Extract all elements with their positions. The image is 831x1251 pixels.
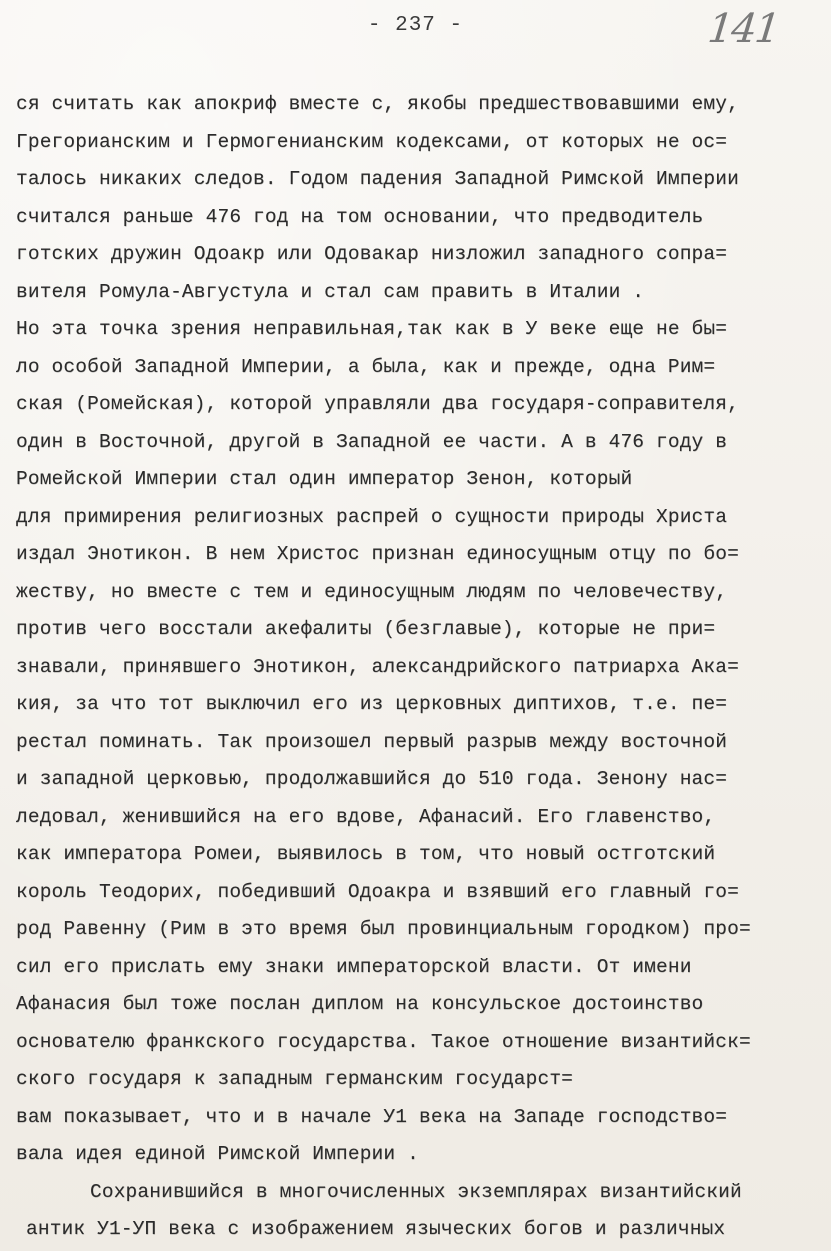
text-line: готских дружин Одоакр или Одовакар низложил западного сопра= — [16, 243, 728, 265]
page-number: - 237 - — [367, 14, 464, 37]
text-line: Афанасия был тоже послан диплом на консульское достоинство — [16, 993, 704, 1015]
text-line: ло особой Западной Империи, а была, как и прежде, одна Рим= — [16, 355, 716, 378]
archive-folio-mark: 141 — [705, 6, 781, 52]
text-line: ледовал, женившийся на его вдове, Афанасий. Его главенство, — [16, 805, 716, 828]
text-line: и западной церковью, продолжавшийся до 510 года. Зенону нас= — [16, 768, 728, 790]
typed-text-body — [16, 86, 828, 1249]
text-line: жеству, но вместе с тем и единосущным людям по человечеству, — [16, 580, 728, 603]
text-line: ская (Ромейская), которой управляли два государя-соправителя, — [16, 393, 739, 415]
text-line: один в Восточной, другой в Западной ее части. А в 476 году в — [16, 430, 728, 453]
text-line: антик У1-УП века с изображением языческих богов и различных — [26, 1218, 726, 1240]
text-line: ся считать как апокриф вместе с, якобы предшествовавшими ему, — [16, 93, 739, 115]
paragraph-start-line: Сохранившийся в многочисленных экземплярах византийский — [90, 1180, 742, 1203]
text-line: как императора Ромеи, выявилось в том, что новый остготский — [16, 843, 716, 865]
text-line: Грегорианским и Гермогенианским кодексами, от которых не ос= — [16, 130, 728, 153]
text-line: для примирения религиозных распрей о сущности природы Христа — [16, 505, 728, 528]
text-line: знавали, принявшего Энотикон, александрийского патриарха Ака= — [16, 655, 739, 678]
text-line: род Равенну (Рим в это время был провинциальным городком) про= — [16, 918, 751, 940]
text-line: основателю франкского государства. Такое отношение византийск= — [16, 1030, 751, 1053]
text-line: ского государя к западным германским государст= — [16, 1068, 574, 1090]
text-line: король Теодорих, победивший Одоакра и взявший его главный го= — [16, 880, 739, 903]
text-line: Но эта точка зрения неправильная,так как в У веке еще не бы= — [16, 318, 728, 340]
text-line: против чего восстали акефалиты (безглавые), которые не при= — [16, 618, 716, 640]
text-line: Ромейской Империи стал один император Зенон, который — [16, 468, 633, 490]
text-line: вала идея единой Римской Империи . — [16, 1143, 419, 1165]
text-line: вителя Ромула-Августула и стал сам править в Италии . — [16, 280, 645, 303]
text-line: издал Энотикон. В нем Христос признан единосущным отцу по бо= — [16, 543, 739, 565]
text-line: рестал поминать. Так произошел первый разрыв между восточной — [16, 730, 728, 753]
text-line: талось никаких следов. Годом падения Западной Римской Империи — [16, 168, 739, 190]
text-line: вам показывает, что и в начале У1 века на Западе господство= — [16, 1105, 728, 1128]
text-line: сил его прислать ему знаки императорской власти. От имени — [16, 955, 692, 978]
text-line: кия, за что тот выключил его из церковных диптихов, т.е. пе= — [16, 693, 728, 715]
text-line: считался раньше 476 год на том основании, что предводитель — [16, 205, 704, 228]
